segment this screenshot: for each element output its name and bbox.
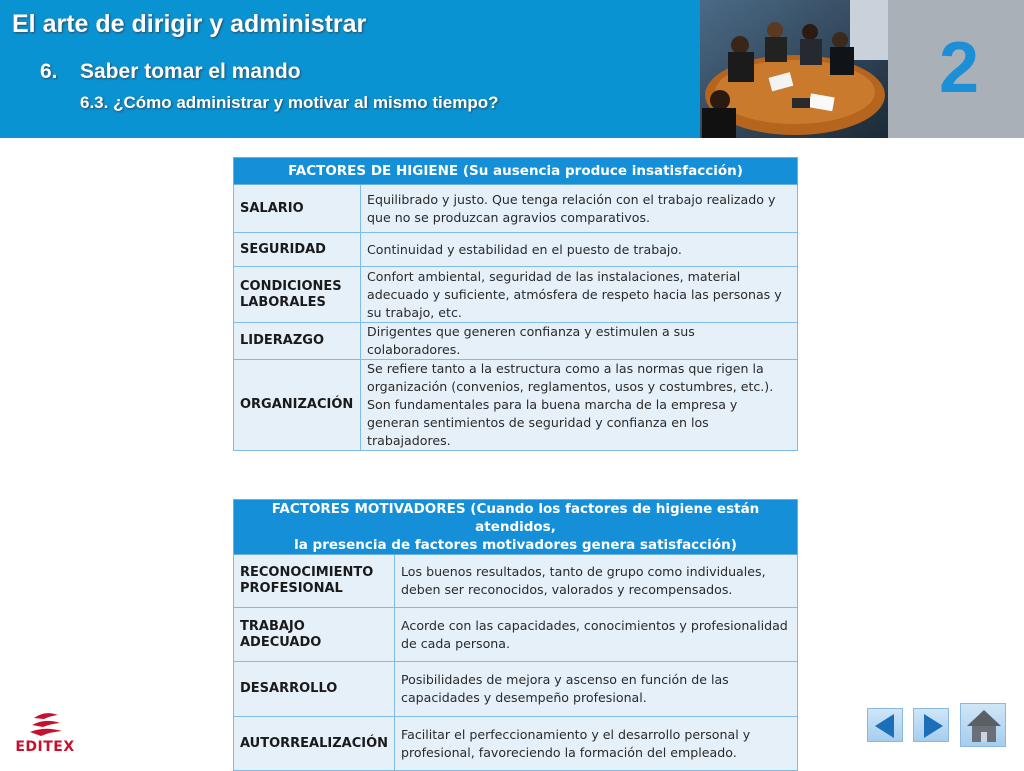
table-header <box>234 500 798 555</box>
hygiene-factors-table <box>233 157 798 451</box>
factor-name: RECONOCIMIENTO PROFESIONAL <box>234 555 395 608</box>
previous-slide-button[interactable] <box>867 708 903 742</box>
factor-name: DESARROLLO <box>234 662 395 717</box>
chapter-indicator <box>888 0 1024 138</box>
logo-text: EDITEX <box>15 739 75 755</box>
factor-description: Los buenos resultados, tanto de grupo como individuales, deben ser reconocidos, valorados y recompensados. <box>395 555 798 608</box>
table-header-line: la presencia de factores motivadores genera satisfacción) <box>294 537 737 553</box>
factor-name: CONDICIONES LABORALES <box>234 267 361 323</box>
table-row <box>234 267 798 323</box>
table-row <box>234 662 798 717</box>
next-slide-button[interactable] <box>913 708 949 742</box>
factor-name: LIDERAZGO <box>234 323 361 360</box>
editex-logo-mark <box>10 710 80 740</box>
section-heading <box>40 60 301 84</box>
table-row <box>234 323 798 360</box>
factor-description: Facilitar el perfeccionamiento y el desarrollo personal y profesional, favoreciendo la formación del empleado. <box>395 717 798 771</box>
factor-description: Posibilidades de mejora y ascenso en función de las capacidades y desempeño profesional. <box>395 662 798 717</box>
section-number: 6. <box>40 60 58 83</box>
factor-description: Acorde con las capacidades, conocimientos y profesionalidad de cada persona. <box>395 608 798 662</box>
factor-name: ORGANIZACIÓN <box>234 360 361 451</box>
table-row <box>234 233 798 267</box>
home-icon <box>961 704 1007 748</box>
chapter-number: 2 <box>938 28 980 108</box>
home-button[interactable] <box>960 703 1006 747</box>
factor-name: SALARIO <box>234 185 361 233</box>
table-row <box>234 185 798 233</box>
subsection-title: 6.3. ¿Cómo administrar y motivar al mismo tiempo? <box>80 93 499 112</box>
header-banner <box>0 0 700 138</box>
factor-description: Dirigentes que generen confianza y estimulen a sus colaboradores. <box>361 323 798 360</box>
motivator-factors-table <box>233 499 798 771</box>
section-title: Saber tomar el mando <box>80 60 301 83</box>
factor-description: Confort ambiental, seguridad de las instalaciones, material adecuado y suficiente, atmósfera de respeto hacia las personas y su trabajo, etc. <box>361 267 798 323</box>
table-row <box>234 608 798 662</box>
table-row <box>234 360 798 451</box>
triangle-right-icon <box>914 709 950 743</box>
meeting-photo <box>700 0 888 138</box>
table-header-line: FACTORES MOTIVADORES (Cuando los factores de higiene están atendidos, <box>271 501 760 535</box>
table-row <box>234 555 798 608</box>
factor-name: TRABAJO ADECUADO <box>234 608 395 662</box>
table-header: FACTORES DE HIGIENE (Su ausencia produce insatisfacción) <box>234 158 798 185</box>
factor-name: SEGURIDAD <box>234 233 361 267</box>
editex-logo <box>10 710 80 758</box>
factor-description: Continuidad y estabilidad en el puesto de trabajo. <box>361 233 798 267</box>
factor-description: Equilibrado y justo. Que tenga relación con el trabajo realizado y que no se produzcan agravios comparativos. <box>361 185 798 233</box>
table-row <box>234 717 798 771</box>
factor-description: Se refiere tanto a la estructura como a las normas que rigen la organización (convenios, reglamentos, usos y costumbres, etc.). Son fundamentales para la buena marcha de la empresa y generan sentimientos de seguridad y confianza en los trabajadores. <box>361 360 798 451</box>
triangle-left-icon <box>868 709 904 743</box>
factor-name: AUTORREALIZACIÓN <box>234 717 395 771</box>
presentation-title: El arte de dirigir y administrar <box>12 10 367 38</box>
